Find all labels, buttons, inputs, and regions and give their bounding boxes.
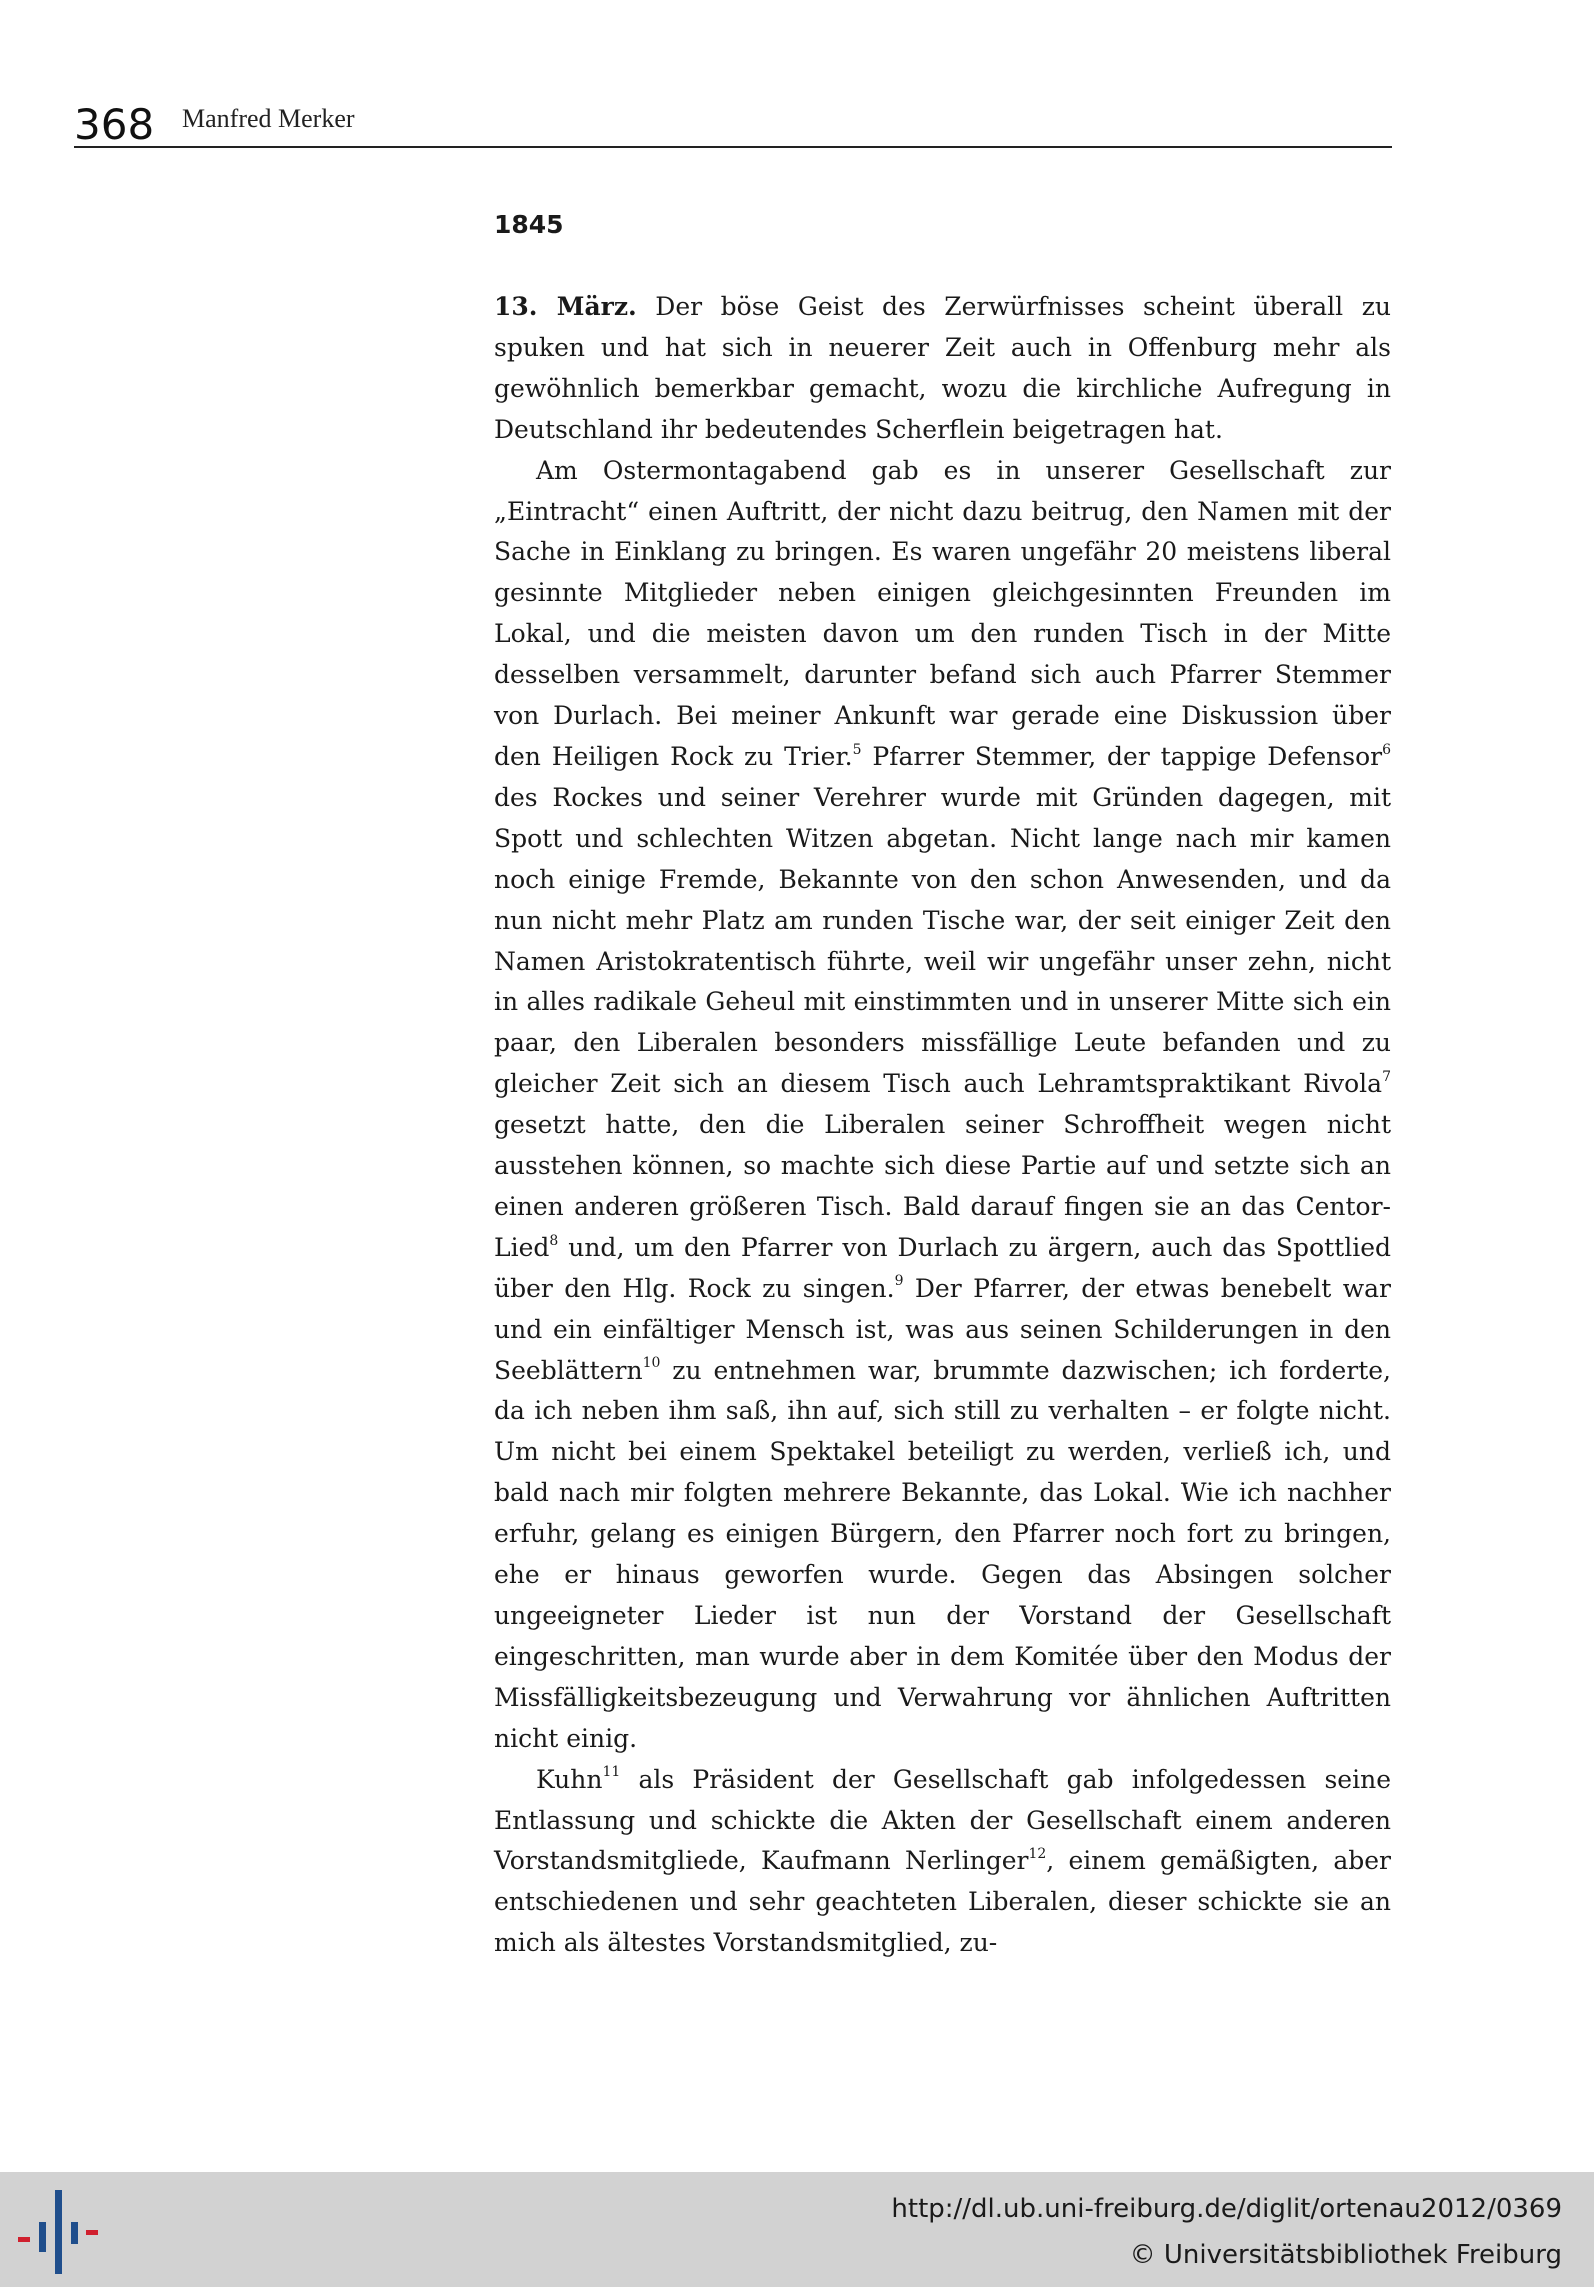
text-run: zu entnehmen war, brummte dazwischen; ich forderte, da ich neben ihm saß, ihn auf, sich still zu verhalten – er folgte nicht. Um nicht bei einem Spektakel beteiligt zu werden, verließ ich, und bald nach mir folgten mehrere Bekannte, das Lokal. Wie ich nachher erfuhr, gelang es einigen Bürgern, den Pfarrer noch fort zu bringen, ehe er hinaus geworfen wurde. Gegen das Absingen solcher ungeeigneter Lieder ist nun der Vorstand der Gesellschaft eingeschritten, man wurde aber in dem Komitée über den Modus der Missfälligkeitsbezeugung und Verwahrung vor ähnlichen Auftritten nicht einig. [494,1355,1391,1753]
paragraph [494,1760,1391,1965]
text-run: , einem gemäßigten, aber entschiedenen und sehr geachteten Liberalen, dieser schickte sie an mich als ältestes Vorstandsmitglied, zu- [494,1846,1391,1958]
page-number: 368 [74,100,155,149]
footnote-marker: 9 [894,1273,904,1290]
text-run: und, um den Pfarrer von Durlach zu ärgern, auch das Spottlied über den Hlg. Rock zu singen. [494,1232,1391,1303]
source-url-link[interactable]: http://dl.ub.uni-freiburg.de/diglit/ortenau2012/0369 [891,2194,1562,2224]
footnote-marker: 10 [642,1355,661,1372]
paragraph [494,451,1391,1760]
footnote-marker: 7 [1382,1068,1391,1085]
date-lead: 13. März. [494,292,637,321]
footnote-marker: 11 [602,1764,621,1781]
text-run: Der Pfarrer, der etwas benebelt war und ein einfältiger Mensch ist, was aus seinen Schilderungen in den Seeblättern [494,1273,1391,1385]
text-run: als Präsident der Gesellschaft gab infolgedessen seine Entlassung und schickte die Akten der Gesellschaft einem anderen Vorstandsmitgliede, Kaufmann Nerlinger [494,1764,1391,1876]
logo-dash-right [86,2230,98,2235]
text-run: Pfarrer Stemmer, der tappige Defensor [861,741,1383,771]
logo-bar-left [39,2222,46,2252]
footnote-marker: 6 [1382,741,1391,758]
logo-dash-left [18,2237,30,2242]
footnote-marker: 8 [549,1232,559,1249]
paragraph [494,287,1391,451]
text-run: Kuhn [536,1764,603,1794]
text-run: Der böse Geist des Zerwürfnisses scheint überall zu spuken und hat sich in neuerer Zeit auch in Offenburg mehr als gewöhnlich bemerkbar gemacht, wozu die kirchliche Aufregung in Deutschland ihr bedeutendes Scherflein beigetragen hat. [494,292,1391,444]
logo-bar-center [55,2190,62,2274]
text-run: des Rockes und seiner Verehrer wurde mit Gründen dagegen, mit Spott und schlechten Witzen abgetan. Nicht lange nach mir kamen noch einige Fremde, Bekannte von den schon Anwesenden, und da nun nicht mehr Platz am runden Tische war, der seit einiger Zeit den Namen Aristokratentisch führte, weil wir ungefähr unser zehn, nicht in alles radikale Geheul mit einstimmten und in unserer Mitte sich ein paar, den Liberalen besonders missfällige Leute befanden und zu gleicher Zeit sich an diesem Tisch auch Lehramtspraktikant Rivola [494,782,1391,1099]
running-head [74,88,1392,148]
library-logo-icon [18,2190,98,2274]
logo-bar-right [71,2222,78,2244]
text-run: gesetzt hatte, den die Liberalen seiner Schroffheit wegen nicht ausstehen können, so machte sich diese Partie auf und setzte sich an einen anderen größeren Tisch. Bald darauf fingen sie an das Centor-Lied [494,1110,1391,1262]
main-text [494,210,1391,1964]
text-run: Am Ostermontagabend gab es in unserer Gesellschaft zur „Eintracht“ einen Auftritt, der nicht dazu beitrug, den Namen mit der Sache in Einklang zu bringen. Es waren ungefähr 20 meistens liberal gesinnte Mitglieder neben einigen gleichgesinnten Freunden im Lokal, und die meisten davon um den runden Tisch in der Mitte desselben versammelt, darunter befand sich auch Pfarrer Stemmer von Durlach. Bei meiner Ankunft war gerade eine Diskussion über den Heiligen Rock zu Trier. [494,455,1391,771]
footnote-marker: 5 [852,741,862,758]
footnote-marker: 12 [1028,1846,1047,1863]
year-heading: 1845 [494,210,564,239]
copyright-notice: © Universitätsbibliothek Freiburg [1129,2240,1562,2270]
running-head-author: Manfred Merker [182,104,355,133]
library-footer [0,2172,1594,2287]
